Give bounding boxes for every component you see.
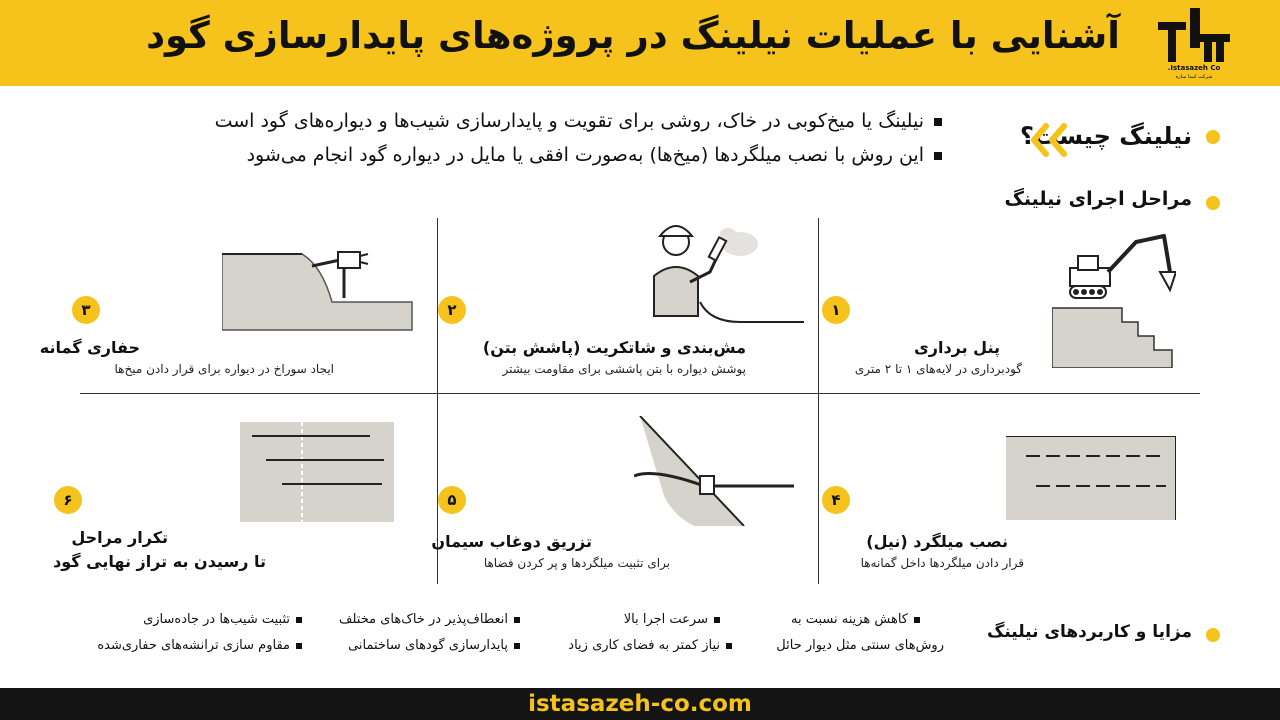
step-number-badge: ۴ [822, 486, 850, 514]
intro-question: نیلینگ چیست؟ [1020, 122, 1192, 150]
bullet-icon [514, 643, 520, 649]
page-title: آشنایی با عملیات نیلینگ در پروژه‌های پایدارسازی گود [146, 14, 1120, 57]
advantage-item: تثبیت شیب‌ها در جاده‌سازی [143, 608, 302, 632]
step-title: مش‌بندی و شاتکریت (پاشش بتن) [482, 338, 746, 357]
excavator-icon [1052, 228, 1176, 368]
bullet-icon [714, 617, 720, 623]
step-title: تزریق دوغاب سیمان [431, 532, 592, 551]
bullet-icon [726, 643, 732, 649]
advantages-heading: مزایا و کاربردهای نیلینگ [986, 622, 1192, 642]
step-description: قرار دادن میلگردها داخل گمانه‌ها [860, 556, 1024, 570]
step-description: برای تثبیت میلگردها و پر کردن فضاها [483, 556, 670, 570]
svg-text:Istasazeh Co.: Istasazeh Co. [1167, 64, 1221, 72]
advantage-item-continuation: روش‌های سنتی مثل دیوار حائل [776, 638, 944, 653]
step-description: پوشش دیواره با بتن پاششی برای مقاومت بیشتر [502, 362, 746, 376]
step-number-badge: ۲ [438, 296, 466, 324]
intro-bullet-dot [1206, 130, 1220, 144]
svg-text:شرکت استا سازه: شرکت استا سازه [1175, 74, 1213, 80]
step-card-1 [828, 220, 1198, 410]
repeat-nails-icon [240, 422, 394, 522]
step-description: ایجاد سوراخ در دیواره برای قرار دادن میخ‌ها [114, 362, 334, 376]
bullet-icon [296, 643, 302, 649]
advantages-bullet-dot [1206, 628, 1220, 642]
square-bullet-icon [934, 118, 942, 126]
step-title: پنل برداری [914, 338, 1000, 357]
step-number-badge: ۳ [72, 296, 100, 324]
step-number-badge: ۵ [438, 486, 466, 514]
step-title: تکرار مراحل [71, 528, 168, 547]
intro-line: این روش با نصب میلگردها (میخ‌ها) به‌صورت افقی یا مایل در دیواره گود انجام می‌شود [42, 138, 942, 172]
steps-bullet-dot [1206, 196, 1220, 210]
intro-line: نیلینگ یا میخ‌کوبی در خاک، روشی برای تقویت و پایدارسازی شیب‌ها و دیواره‌های گود است [42, 104, 942, 138]
step-title-line2: تا رسیدن به تراز نهایی گود [53, 552, 266, 571]
step-card-5 [431, 400, 814, 590]
advantage-item: نیاز کمتر به فضای کاری زیاد [568, 634, 732, 658]
advantage-item: سرعت اجرا بالا [624, 608, 720, 632]
step-number-badge: ۶ [54, 486, 82, 514]
company-logo [1158, 8, 1230, 80]
step-card-6 [53, 400, 430, 590]
advantage-item: کاهش هزینه نسبت به [791, 608, 920, 632]
bullet-icon [914, 617, 920, 623]
step-title: نصب میلگرد (نیل) [866, 532, 1008, 551]
step-card-3 [39, 220, 430, 410]
step-number-badge: ۱ [822, 296, 850, 324]
step-title: حفاری گمانه [39, 338, 140, 357]
header-bar [0, 0, 1280, 86]
steps-heading: مراحل اجرای نیلینگ [1004, 188, 1192, 210]
double-chevron-icon [1026, 122, 1072, 158]
footer-bar [0, 688, 1280, 720]
grout-injection-icon [634, 416, 794, 526]
step-card-2 [444, 220, 814, 410]
advantage-item: پایدارسازی گودهای ساختمانی [348, 634, 520, 658]
advantage-item: انعطاف‌پذیر در خاک‌های مختلف [339, 608, 520, 632]
step-card-4 [828, 400, 1198, 590]
square-bullet-icon [934, 152, 942, 160]
nail-install-icon [1006, 436, 1176, 520]
advantage-item: مقاوم سازی ترانشه‌های حفاری‌شده [97, 634, 302, 658]
bullet-icon [514, 617, 520, 623]
step-description: گودبرداری در لایه‌های ۱ تا ۲ متری [854, 362, 1022, 376]
drill-icon [222, 246, 414, 332]
website-link[interactable]: istasazeh-co.com [528, 691, 752, 717]
bullet-icon [296, 617, 302, 623]
grid-divider [818, 218, 819, 584]
grid-divider [437, 218, 438, 584]
intro-description [42, 104, 942, 172]
shotcrete-worker-icon [640, 212, 810, 332]
